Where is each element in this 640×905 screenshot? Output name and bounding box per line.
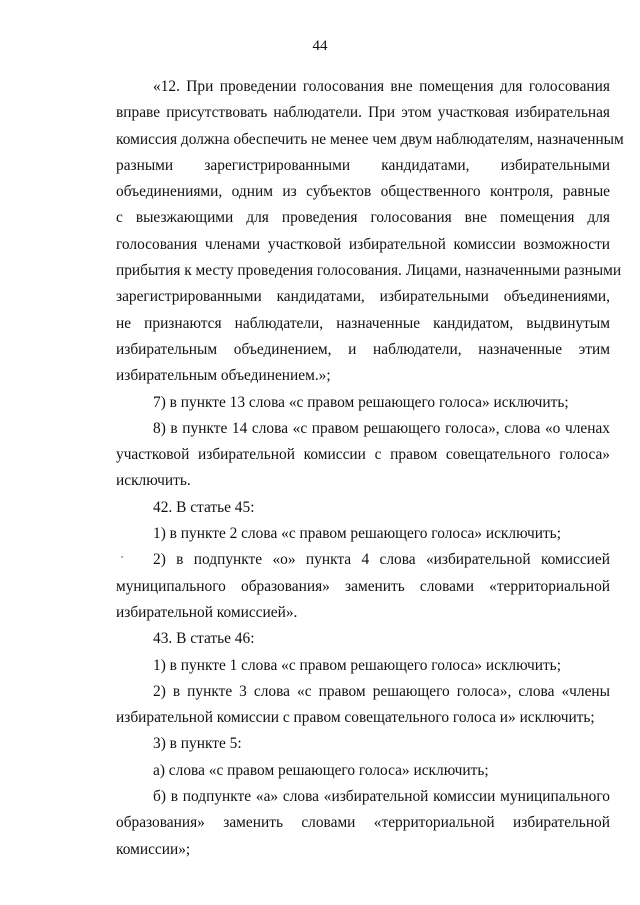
paragraph [116, 495, 610, 521]
text-line: объединениями, одним из субъектов общественного контроля, равные [116, 183, 610, 201]
text-line: 1) в пункте 1 слова «с правом решающего голоса» исключить; [153, 656, 561, 674]
text-line: избирательным объединением, и наблюдатели, назначенные этим [116, 340, 610, 358]
text-line: избирательной комиссией». [116, 603, 298, 621]
text-line: вправе присутствовать наблюдатели. При этом участковая избирательная [116, 104, 610, 122]
paragraph [116, 731, 610, 757]
text-line: зарегистрированными кандидатами, избирательными объединениями, [116, 288, 610, 306]
text-line: голосования членами участковой избирательной комиссии возможности [116, 235, 610, 253]
text-line: комиссии»; [116, 840, 191, 858]
text-line: исключить. [116, 472, 191, 490]
paragraph [116, 626, 610, 652]
text-line: муниципального образования» заменить словами «территориальной [116, 577, 610, 595]
text-line: с выезжающими для проведения голосования вне помещения для [116, 209, 610, 227]
text-line: образования» заменить словами «территориальной избирательной [116, 814, 610, 832]
paragraph [116, 758, 610, 784]
text-line: 42. В статье 45: [153, 498, 255, 516]
text-line: 3) в пункте 5: [153, 735, 242, 753]
text-line: б) в подпункте «а» слова «избирательной комиссии муниципального [153, 788, 610, 806]
paragraph [116, 74, 624, 390]
text-line: участковой избирательной комиссии с правом совещательного голоса» [116, 446, 610, 464]
text-line: 43. В статье 46: [153, 630, 255, 648]
paragraph [116, 784, 610, 863]
paragraph [116, 547, 610, 626]
paragraph [116, 390, 610, 416]
text-line: 7) в пункте 13 слова «с правом решающего голоса» исключить; [153, 393, 569, 411]
text-line: а) слова «с правом решающего голоса» исключить; [153, 761, 489, 779]
paragraph [116, 653, 610, 679]
text-line: «12. При проведении голосования вне помещения для голосования [153, 78, 610, 95]
text-line: не признаются наблюдатели, назначенные кандидатом, выдвинутым [116, 314, 610, 332]
text-line: избирательным объединением.»; [116, 367, 331, 385]
text-line: разными зарегистрированными кандидатами, избирательными [116, 156, 610, 174]
paragraph [116, 521, 610, 547]
text-line: 8) в пункте 14 слова «с правом решающего голоса», слова «о членах [153, 419, 610, 437]
text-line: избирательной комиссии с правом совещательного голоса и» исключить; [116, 709, 595, 727]
text-line: комиссия должна обеспечить не менее чем двум наблюдателям, назначенным [116, 130, 624, 148]
text-line: 2) в пункте 3 слова «с правом решающего голоса», слова «члены [153, 682, 610, 700]
text-line: прибытия к месту проведения голосования. Лицами, назначенными разными [116, 262, 622, 280]
document-body [116, 74, 624, 863]
text-line: 1) в пункте 2 слова «с правом решающего голоса» исключить; [153, 525, 561, 543]
paragraph [116, 679, 610, 732]
page-number: 44 [312, 38, 328, 54]
paragraph [116, 416, 610, 495]
scan-speck [121, 556, 123, 558]
text-line: 2) в подпункте «о» пункта 4 слова «избирательной комиссией [153, 551, 610, 569]
